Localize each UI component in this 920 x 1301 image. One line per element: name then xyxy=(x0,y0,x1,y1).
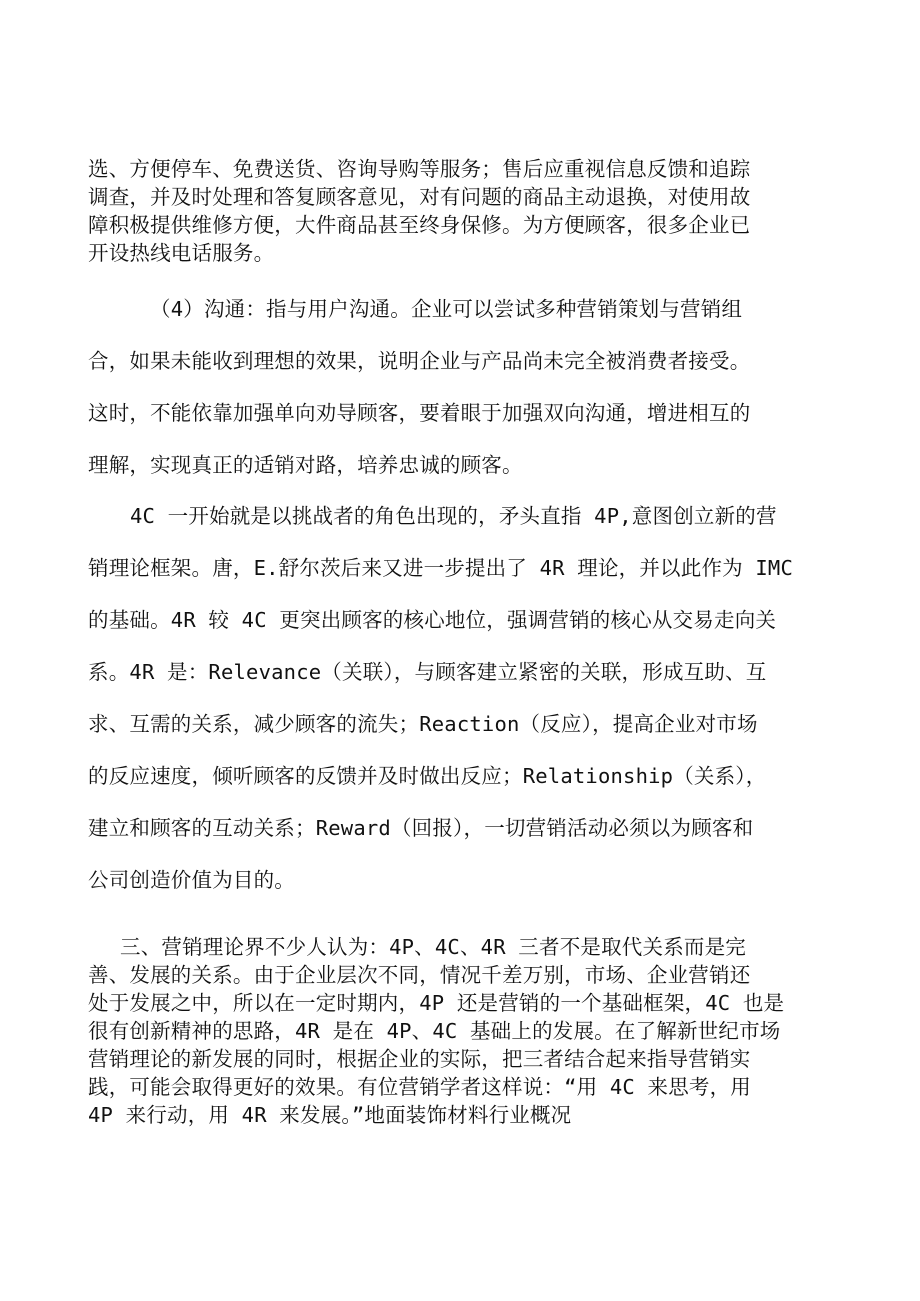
text-line: 营销理论的新发展的同时，根据企业的实际，把三者结合起来指导营销实 xyxy=(88,1047,751,1071)
text-line: 建立和顾客的互动关系；Reward（回报），一切营销活动必须以为顾客和 xyxy=(88,816,754,840)
text-line: （4）沟通：指与用户沟通。企业可以尝试多种营销策划与营销组 xyxy=(150,297,743,321)
text-line: 这时，不能依靠加强单向劝导顾客，要着眼于加强双向沟通，增进相互的 xyxy=(88,401,751,425)
text-line: 善、发展的关系。由于企业层次不同，情况千差万别，市场、企业营销还 xyxy=(88,963,751,987)
text-line: 系。4R 是：Relevance（关联），与顾客建立紧密的关联，形成互助、互 xyxy=(88,660,767,684)
text-line: 践，可能会取得更好的效果。有位营销学者这样说：“用 4C 来思考，用 xyxy=(88,1075,752,1099)
text-line: 理解，实现真正的适销对路，培养忠诚的顾客。 xyxy=(88,453,523,477)
text-line: 三、营销理论界不少人认为：4P、4C、4R 三者不是取代关系而是完 xyxy=(120,935,746,959)
text-line: 合，如果未能收到理想的效果，说明企业与产品尚未完全被消费者接受。 xyxy=(88,349,751,373)
text-line: 处于发展之中，所以在一定时期内，4P 还是营销的一个基础框架，4C 也是 xyxy=(88,991,785,1015)
text-line: 的基础。4R 较 4C 更突出顾客的核心地位，强调营销的核心从交易走向关 xyxy=(88,608,777,632)
text-line: 选、方便停车、免费送货、咨询导购等服务；售后应重视信息反馈和追踪 xyxy=(88,157,751,181)
text-line: 4P 来行动，用 4R 来发展。”地面装饰材料行业概况 xyxy=(88,1103,572,1127)
text-line: 障积极提供维修方便，大件商品甚至终身保修。为方便顾客，很多企业已 xyxy=(88,213,751,237)
text-line: 公司创造价值为目的。 xyxy=(88,868,295,892)
text-line: 求、互需的关系，减少顾客的流失；Reaction（反应），提高企业对市场 xyxy=(88,712,758,736)
text-line: 的反应速度，倾听顾客的反馈并及时做出反应；Relationship（关系）， xyxy=(88,764,767,788)
text-line: 开设热线电话服务。 xyxy=(88,241,275,265)
text-line: 销理论框架。唐，E.舒尔茨后来又进一步提出了 4R 理论，并以此作为 IMC xyxy=(88,556,794,580)
text-line: 4C 一开始就是以挑战者的角色出现的，矛头直指 4P,意图创立新的营 xyxy=(130,504,777,528)
text-line: 调查，并及时处理和答复顾客意见，对有问题的商品主动退换，对使用故 xyxy=(88,185,751,209)
text-line: 很有创新精神的思路，4R 是在 4P、4C 基础上的发展。在了解新世纪市场 xyxy=(88,1019,781,1043)
